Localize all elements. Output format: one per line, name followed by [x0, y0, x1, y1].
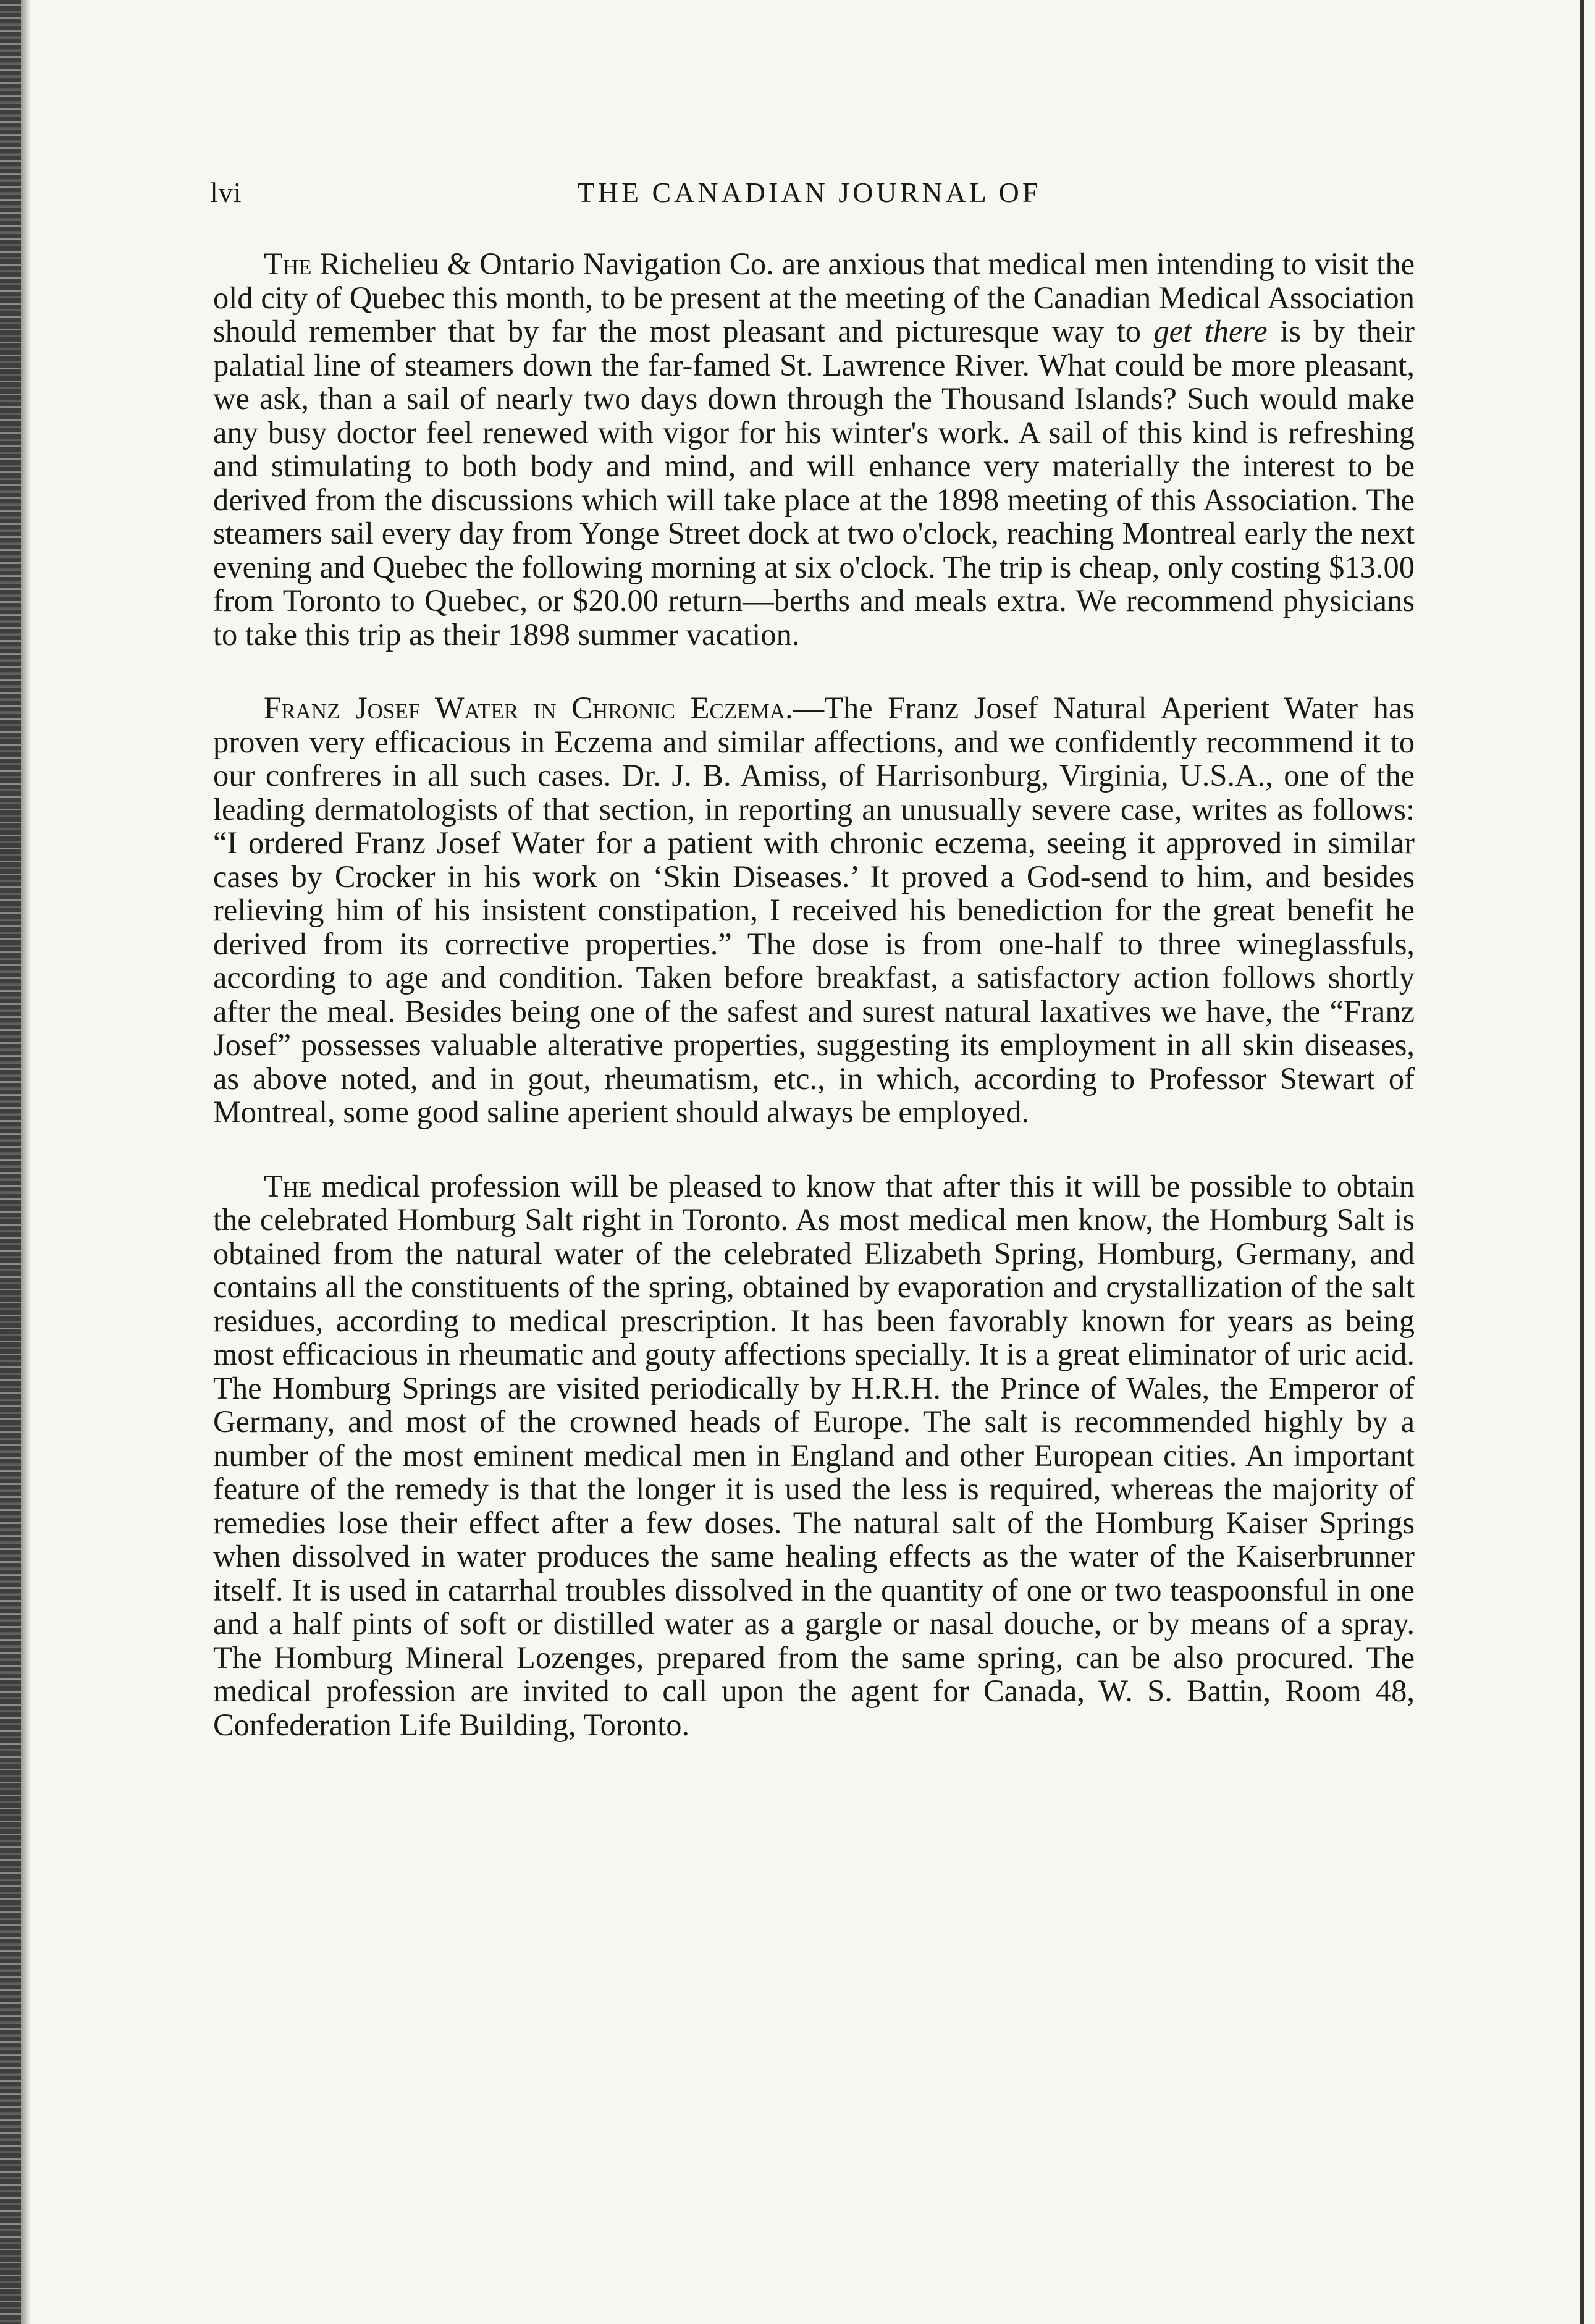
binding-shadow	[21, 0, 31, 2324]
paragraph-text: Richelieu & Ontario Navigation Co. are anxious that medical men intending to visit the old city of Quebec this month, to be present at the meeting of the Canadian Medical Association should remember that by far the most pleasant and picturesque way to	[213, 246, 1415, 348]
paragraph-homburg-salt	[213, 1169, 1415, 1742]
running-head: THE CANADIAN JOURNAL OF	[577, 177, 1042, 208]
paragraph-lead: The	[264, 1168, 312, 1203]
paragraph-text-after: is by their palatial line of steamers down the far-famed St. Lawrence River. What could be more pleasant, we ask, than a sail of nearly two days down through the Thousand Islands? Such would make any busy doctor feel renewed with vigor for his winter's work. A sail of this kind is refreshing and stimulating to both body and mind, and will enhance very materially the interest to be derived from the discussions which will take place at the 1898 meeting of this Association. The steamers sail every day from Yonge Street dock at two o'clock, reaching Montreal early the next evening and Quebec the following morning at six o'clock. The trip is cheap, only costing $13.00 from Toronto to Quebec, or $20.00 return—berths and meals extra. We recommend physicians to take this trip as their 1898 summer vacation.	[213, 314, 1415, 652]
page-number: lvi	[210, 177, 242, 208]
paragraph-text: —The Franz Josef Natural Aperient Water has proven very efficacious in Eczema and similar affections, and we confidently recommend it to our confreres in all such cases. Dr. J. B. Amiss, of Harrisonburg, Virginia, U.S.A., one of the leading dermatologists of that section, in reporting an unusually severe case, writes as follows: “I ordered Franz Josef Water for a patient with chronic eczema, seeing it approved in similar cases by Crocker in his work on ‘Skin Diseases.’ It proved a God-send to him, and besides relieving him of his insistent constipation, I received his benediction for the great benefit he derived from its corrective properties.” The dose is from one-half to three wineglassfuls, according to age and condition. Taken before breakfast, a satisfactory action follows shortly after the meal. Besides being one of the safest and surest natural laxatives we have, the “Franz Josef” possesses valuable alterative properties, suggesting its employment in all skin diseases, as above noted, and in gout, rheumatism, etc., in which, according to Professor Stewart of Montreal, some good saline aperient should always be employed.	[213, 691, 1415, 1129]
paragraph-franz-josef	[213, 691, 1415, 1129]
paragraph-lead: The	[264, 246, 312, 281]
paragraph-text: medical profession will be pleased to know that after this it will be possible to obtain the celebrated Homburg Salt right in Toronto. As most medical men know, the Homburg Salt is obtained from the natural water of the celebrated Elizabeth Spring, Homburg, Germany, and contains all the constituents of the spring, obtained by evaporation and crystallization of the salt residues, according to medical prescription. It has been favorably known for years as being most efficacious in rheumatic and gouty affections specially. It is a great eliminator of uric acid. The Homburg Springs are visited periodically by H.R.H. the Prince of Wales, the Emperor of Germany, and most of the crowned heads of Europe. The salt is recommended highly by a number of the most eminent medical men in England and other European cities. An important feature of the remedy is that the longer it is used the less is required, whereas the majority of remedies lose their effect after a few doses. The natural salt of the Homburg Kaiser Springs when dissolved in water produces the same healing effects as the water of the Kaiserbrunner itself. It is used in catarrhal troubles dissolved in the quantity of one or two teaspoonsful in one and a half pints of soft or distilled water as a gargle or nasal douche, or by means of a spray. The Homburg Mineral Lozenges, prepared from the same spring, can be also procured. The medical profession are invited to call upon the agent for Canada, W. S. Battin, Room 48, Confederation Life Building, Toronto.	[213, 1168, 1415, 1742]
article-body	[213, 247, 1415, 1782]
paragraph-emphasis: get there	[1153, 314, 1268, 348]
paragraph-heading: Franz Josef Water in Chronic Eczema.	[264, 691, 793, 725]
page-right-edge	[1580, 0, 1584, 2324]
paragraph-richelieu	[213, 247, 1415, 651]
page-header	[210, 176, 1408, 213]
page-binding-edge	[0, 0, 21, 2324]
